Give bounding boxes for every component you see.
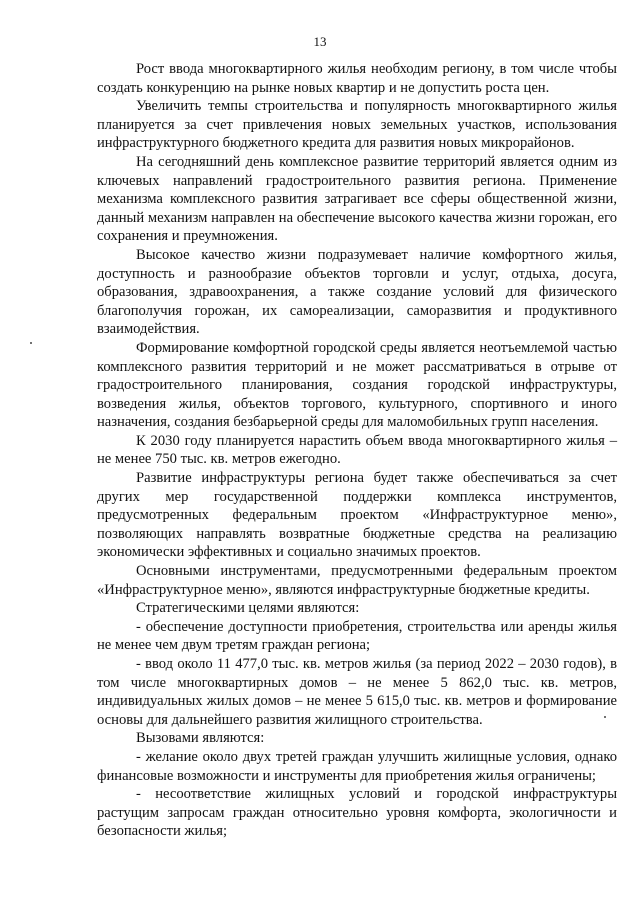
document-body <box>97 60 617 841</box>
list-item: - желание около двух третей граждан улучшить жилищные условия, однако финансовые возможности и инструменты для приобретения жилья ограничены; <box>97 748 617 784</box>
paragraph: Рост ввода многоквартирного жилья необходим региону, в том числе чтобы создать конкуренцию на рынке новых квартир и не допустить роста цен. <box>97 61 617 96</box>
scan-speck <box>604 716 606 718</box>
paragraph: Основными инструментами, предусмотренными федеральным проектом «Инфраструктурное меню», являются инфраструктурные бюджетные кредиты. <box>97 563 617 598</box>
page-number: 13 <box>313 34 327 49</box>
list-heading: Стратегическими целями являются: <box>136 600 360 617</box>
list-item: - ввод около 11 477,0 тыс. кв. метров жилья (за период 2022 – 2030 годов), в том числе многоквартирных домов – не менее 5 862,0 тыс. кв. метров, индивидуальных жилых домов – не менее 5 615,0 тыс. кв. метров и формирование основы для дальнейшего развития жилищного строительства. <box>97 656 617 728</box>
paragraph: Развитие инфраструктуры региона будет также обеспечиваться за счет других мер государственной поддержки комплекса инструментов, предусмотренных федеральным проектом «Инфраструктурное меню», позволяющих направлять возвратные бюджетные средства на реализацию экономически эффективных и социально значимых проектов. <box>97 470 617 561</box>
list-item: - несоответствие жилищных условий и городской инфраструктуры растущим запросам граждан относительно уровня комфорта, экологичности и безопасности жилья; <box>97 786 617 840</box>
paragraph: К 2030 году планируется нарастить объем ввода многоквартирного жилья – не менее 750 тыс. кв. метров ежегодно. <box>97 432 617 468</box>
paragraph: Формирование комфортной городской среды является неотъемлемой частью комплексного развития территорий и не может рассматриваться в отрыве от градостроительного планирования, создания городской инфраструктуры, возведения жилья, объектов торгового, культурного, спортивного и иного назначения, создания безбарьерной среды для маломобильных групп населения. <box>97 339 617 431</box>
paragraph: Увеличить темпы строительства и популярность многоквартирного жилья планируется за счет привлечения новых земельных участков, использования инфраструктурного бюджетного кредита для развития новых микрорайонов. <box>97 98 617 152</box>
list-heading: Вызовами являются: <box>136 730 265 747</box>
list-item: - обеспечение доступности приобретения, строительства или аренды жилья не менее чем двум третям граждан региона; <box>97 618 617 654</box>
scan-speck <box>30 342 32 344</box>
paragraph: Высокое качество жизни подразумевает наличие комфортного жилья, доступность и разнообразие объектов торговли и услуг, отдыха, досуга, образования, здравоохранения, а также создание условий для физического благополучия горожан, их самореализации, саморазвития и продуктивного взаимодействия. <box>97 246 617 338</box>
paragraph: На сегодняшний день комплексное развитие территорий является одним из ключевых направлений градостроительного развития региона. Применение механизма комплексного развития затрагивает все сферы общественной жизни, данный механизм направлен на обеспечение высокого качества жизни горожан, его сохранения и преумножения. <box>97 153 617 245</box>
